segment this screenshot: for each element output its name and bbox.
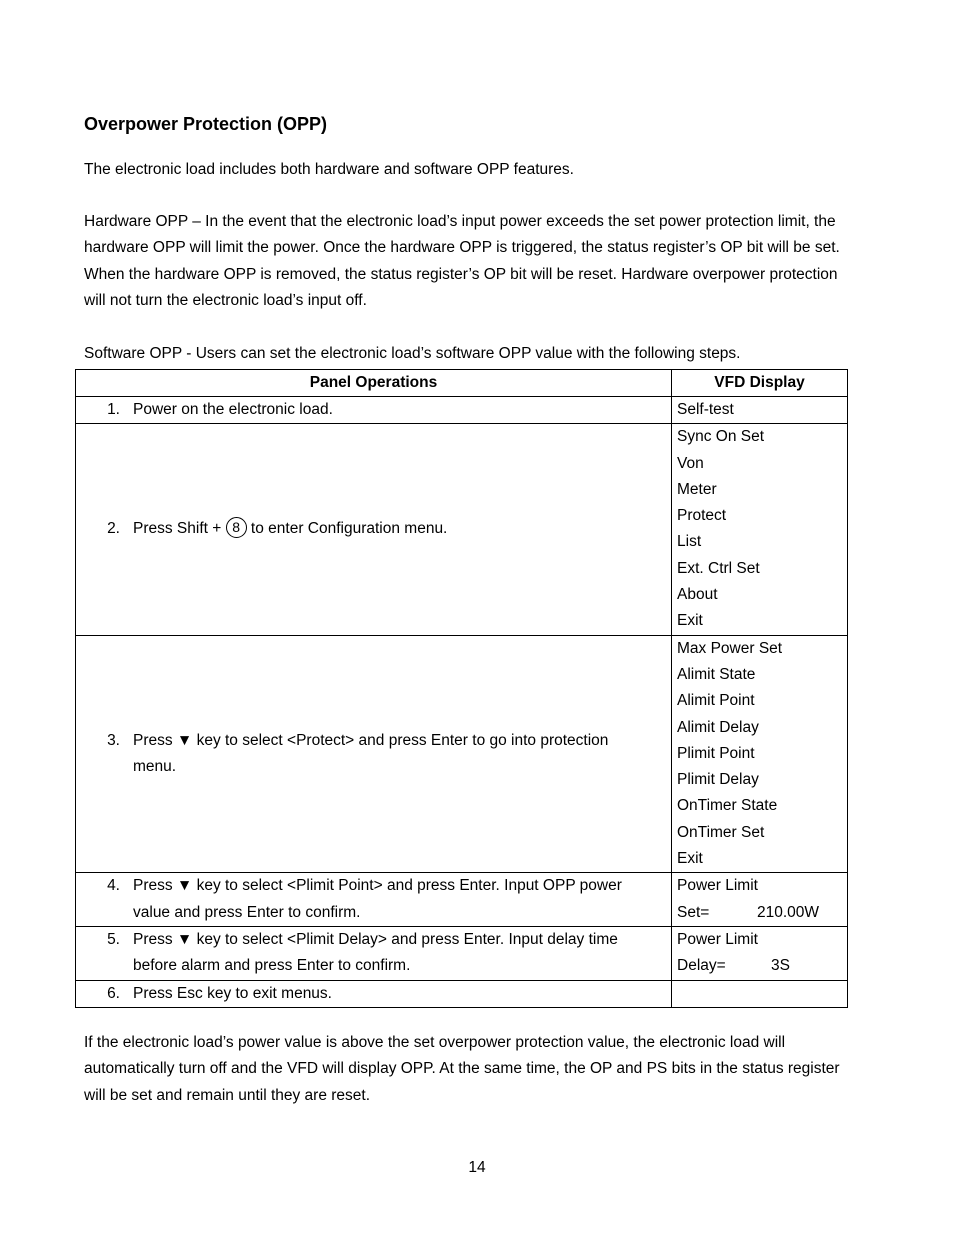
table-row [76,926,848,980]
step-cell [76,397,672,424]
vfd-line: OnTimer Set [677,823,765,841]
step-text: Press ▼ key to select <Plimit Point> and press Enter. Input OPP power value and press Enter to confirm. [133,877,622,921]
table-row [76,397,848,424]
vfd-line: Max Power Set [677,639,783,657]
intro-paragraph: The electronic load includes both hardware and software OPP features. [84,161,574,178]
vfd-cell [672,424,848,635]
page-number: 14 [468,1159,486,1176]
step-cell [76,926,672,980]
vfd-cell [672,980,848,1007]
step-number: 1. [107,401,120,418]
table-row [76,980,848,1007]
step-number: 4. [107,877,120,895]
vfd-line: Self-test [677,401,734,418]
vfd-line: About [677,586,718,604]
step-text: Press ▼ key to select <Plimit Delay> and press Enter. Input delay time before alarm and press Enter to confirm. [133,930,618,975]
vfd-cell [672,635,848,873]
table-row [76,635,848,873]
step-text: Press ▼ key to select <Protect> and press Enter to go into protection menu. [133,731,609,775]
step-text-part: to enter Configuration menu. [246,520,448,538]
vfd-line: Meter [677,480,717,498]
step-cell [76,980,672,1007]
vfd-line: Alimit Point [677,692,755,710]
vfd-line: Alimit Delay [677,718,759,736]
key-8-icon: 8 [226,517,247,538]
vfd-line: Plimit Delay [677,771,759,789]
vfd-key: Delay= [677,957,726,975]
step-number: 6. [107,984,120,1002]
step-cell [76,424,672,635]
vfd-key: Set= [677,903,710,921]
table-row [76,873,848,927]
vfd-cell [672,397,848,424]
vfd-cell [672,926,848,980]
vfd-line: Ext. Ctrl Set [677,559,760,577]
vfd-line: Exit [677,850,703,868]
vfd-line: Plimit Point [677,744,755,762]
vfd-value: 3S [771,957,790,975]
step-text: Press Esc key to exit menus. [133,984,332,1002]
vfd-line: Sync On Set [677,428,765,446]
table-header-row [76,370,848,397]
step-number: 3. [107,731,120,749]
vfd-line: Von [677,454,704,472]
step-cell [76,873,672,927]
step-cell [76,635,672,873]
header-panel-operations: Panel Operations [76,370,672,397]
vfd-line: List [677,533,702,551]
vfd-cell [672,873,848,927]
vfd-line: OnTimer State [677,797,778,815]
hardware-opp-paragraph: Hardware OPP – In the event that the electronic load’s input power exceeds the set power protection limit, the hardware OPP will limit the power. Once the hardware OPP is triggered, the status register’s OP bit will be set. When the hardware OPP is removed, the status register’s OP bit will be reset. Hardware overpower protection will not turn the electronic load’s input off. [84,213,840,309]
vfd-line: Protect [677,507,727,525]
vfd-line: Exit [677,612,703,630]
software-opp-paragraph: Software OPP - Users can set the electronic load’s software OPP value with the following steps. [84,345,741,362]
final-paragraph: If the electronic load’s power value is above the set overpower protection value, the electronic load will automatically turn off and the VFD will display OPP. At the same time, the OP and PS bits in the status register will be set and remain until they are reset. [84,1034,840,1104]
vfd-title: Power Limit [677,930,758,948]
step-number: 5. [107,930,120,948]
step-number: 2. [107,520,120,538]
vfd-line: Alimit State [677,665,756,683]
header-vfd-display: VFD Display [672,370,848,397]
step-text-part: Press Shift + [133,520,226,538]
vfd-value: 210.00W [757,903,820,921]
vfd-title: Power Limit [677,877,758,895]
panel-operations-table [75,369,848,1008]
step-text: Power on the electronic load. [133,401,333,418]
step-text [133,516,671,542]
table-row [76,424,848,635]
section-heading: Overpower Protection (OPP) [84,114,328,134]
